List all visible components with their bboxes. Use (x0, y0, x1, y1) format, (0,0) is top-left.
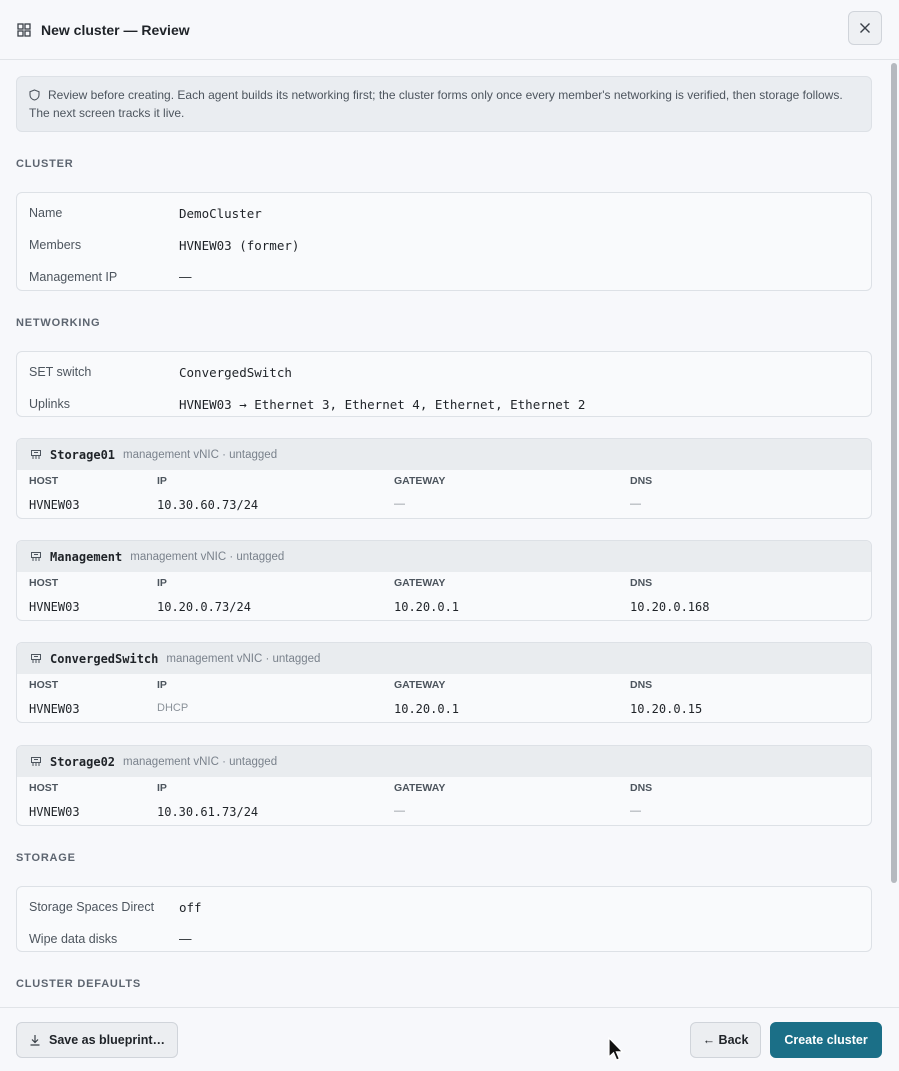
vnic-name: Storage02 (50, 754, 116, 769)
vnic-name: Storage01 (50, 447, 116, 462)
col-dns: DNS (630, 577, 653, 589)
vnic-table (17, 777, 871, 826)
cell-ip: 10.30.60.73/24 (157, 498, 259, 512)
col-ip: IP (157, 679, 167, 691)
network-adapter-icon (30, 551, 42, 563)
vnic-header (17, 541, 871, 572)
scrollbar-thumb[interactable] (891, 63, 897, 883)
vnic-table (17, 674, 871, 723)
col-ip: IP (157, 475, 167, 487)
vnic-name: Management (50, 549, 123, 564)
kv-key: Management IP (29, 270, 118, 284)
col-host: HOST (29, 475, 59, 487)
save-blueprint-button[interactable] (16, 1022, 178, 1058)
kv-row-uplinks (17, 388, 871, 420)
kv-row-s2d (17, 891, 871, 923)
dialog-title: New cluster — Review (41, 21, 190, 38)
cell-dns: 10.20.0.168 (630, 600, 710, 614)
cell-ip: 10.20.0.73/24 (157, 600, 251, 614)
section-cluster-defaults: CLUSTER DEFAULTS (16, 978, 142, 990)
vnic-table (17, 572, 871, 621)
cell-dns: — (630, 805, 641, 817)
col-dns: DNS (630, 475, 653, 487)
section-storage: STORAGE (16, 852, 76, 864)
cell-ip: DHCP (157, 702, 189, 714)
s2d-value: off (179, 899, 202, 915)
kv-row-management-ip (17, 261, 871, 293)
dialog-header (0, 0, 899, 60)
set-switch-value: ConvergedSwitch (179, 364, 292, 380)
save-blueprint-label: Save as blueprint… (48, 1033, 165, 1047)
cell-gateway: — (394, 805, 405, 817)
kv-key: Wipe data disks (29, 932, 118, 946)
cell-dns: 10.20.0.15 (630, 702, 703, 716)
dialog-footer (0, 1007, 899, 1071)
vnic-header (17, 746, 871, 777)
section-networking: NETWORKING (16, 317, 101, 329)
cluster-name-value: DemoCluster (179, 205, 262, 221)
cluster-card (16, 192, 872, 291)
cell-gateway: — (394, 498, 405, 510)
mouse-cursor-icon (607, 1037, 625, 1063)
vnic-card-storage02 (16, 745, 872, 826)
vnic-subtitle: management vNIC · untagged (123, 755, 278, 768)
cell-gateway: 10.20.0.1 (394, 600, 460, 614)
review-content[interactable] (0, 61, 899, 1007)
cluster-management-ip-value: — (179, 270, 192, 284)
cell-host: HVNEW03 (29, 702, 80, 716)
col-host: HOST (29, 679, 59, 691)
section-cluster: CLUSTER (16, 158, 74, 170)
shield-icon (29, 89, 40, 101)
close-icon (859, 22, 871, 34)
col-gateway: GATEWAY (394, 679, 446, 691)
col-gateway: GATEWAY (394, 577, 446, 589)
back-button[interactable]: ← Back (690, 1022, 761, 1058)
cell-host: HVNEW03 (29, 498, 80, 512)
wipe-disks-value: — (179, 932, 192, 946)
vnic-subtitle: management vNIC · untagged (123, 448, 278, 461)
storage-card (16, 886, 872, 952)
col-ip: IP (157, 782, 167, 794)
close-button[interactable] (848, 11, 882, 45)
col-ip: IP (157, 577, 167, 589)
vnic-header (17, 643, 871, 674)
networking-card (16, 351, 872, 417)
network-adapter-icon (30, 653, 42, 665)
col-gateway: GATEWAY (394, 782, 446, 794)
network-adapter-icon (30, 756, 42, 768)
kv-key: Storage Spaces Direct (29, 900, 155, 914)
cell-host: HVNEW03 (29, 805, 80, 819)
notice-text: Review before creating. Each agent builds its networking first; the cluster forms only once every member's networking is verified, then storage follows. The next screen tracks it live. (29, 88, 843, 120)
vnic-table (17, 470, 871, 519)
create-cluster-button[interactable]: Create cluster (770, 1022, 882, 1058)
kv-row-members (17, 229, 871, 261)
kv-row-set-switch (17, 356, 871, 388)
vnic-card-management (16, 540, 872, 621)
vnic-card-convergedswitch (16, 642, 872, 723)
kv-row-wipe-disks (17, 923, 871, 955)
cell-host: HVNEW03 (29, 600, 80, 614)
kv-key: SET switch (29, 365, 92, 379)
vnic-name: ConvergedSwitch (50, 651, 159, 666)
col-dns: DNS (630, 679, 653, 691)
vnic-subtitle: management vNIC · untagged (166, 652, 321, 665)
download-icon (29, 1034, 41, 1046)
network-adapter-icon (30, 449, 42, 461)
review-notice (16, 76, 872, 132)
vnic-header (17, 439, 871, 470)
kv-key: Members (29, 238, 82, 252)
col-dns: DNS (630, 782, 653, 794)
cell-ip: 10.30.61.73/24 (157, 805, 259, 819)
grid-icon (17, 23, 31, 37)
uplinks-value: HVNEW03 → Ethernet 3, Ethernet 4, Ethernet, Ethernet 2 (179, 396, 586, 412)
col-host: HOST (29, 577, 59, 589)
cluster-members-value: HVNEW03 (former) (179, 237, 300, 253)
col-host: HOST (29, 782, 59, 794)
vnic-card-storage01 (16, 438, 872, 519)
col-gateway: GATEWAY (394, 475, 446, 487)
kv-key: Uplinks (29, 397, 70, 411)
kv-key: Name (29, 206, 63, 220)
vnic-subtitle: management vNIC · untagged (130, 550, 285, 563)
kv-row-name (17, 197, 871, 229)
cell-dns: — (630, 498, 641, 510)
cell-gateway: 10.20.0.1 (394, 702, 460, 716)
